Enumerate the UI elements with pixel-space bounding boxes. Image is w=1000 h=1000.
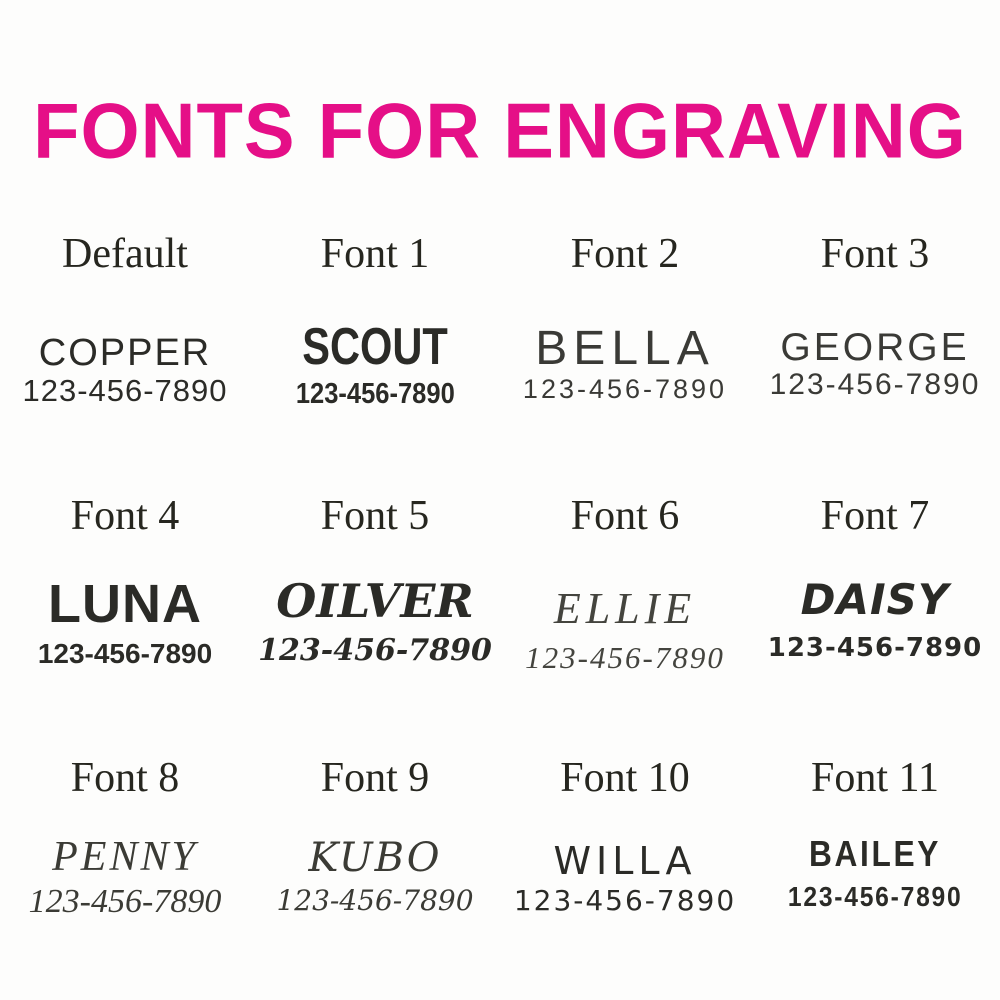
font-sample-name: ELLIE <box>553 584 697 633</box>
font-label: Font 1 <box>320 231 430 277</box>
font-cell-4 <box>0 467 250 729</box>
font-label: Default <box>62 231 188 277</box>
font-label: Font 11 <box>811 755 939 801</box>
font-sample-name: DAISY <box>800 575 950 624</box>
font-cell-8 <box>0 729 250 991</box>
font-sample-name: LUNA <box>48 574 202 634</box>
font-sample <box>514 841 736 916</box>
font-sample <box>525 585 725 674</box>
font-cell-7 <box>750 467 1000 729</box>
font-label: Font 2 <box>570 231 680 277</box>
font-grid <box>0 205 1000 991</box>
font-sample-phone: 123-456-7890 <box>513 884 737 918</box>
font-sample <box>258 574 492 668</box>
font-sample-phone: 123-456-7890 <box>767 633 983 664</box>
font-label: Font 6 <box>570 493 680 539</box>
font-cell-6 <box>500 467 750 729</box>
font-label: Font 7 <box>820 493 930 539</box>
font-cell-9 <box>250 729 500 991</box>
font-sample-phone: 123-456-7890 <box>787 880 963 912</box>
font-sample-name: SCOUT <box>302 318 448 376</box>
font-sample-name: KUBO <box>308 835 442 881</box>
font-label: Font 4 <box>70 493 180 539</box>
font-cell-5 <box>250 467 500 729</box>
font-sample-name: PENNY <box>52 834 198 880</box>
font-sample-name: BELLA <box>535 322 715 375</box>
font-sample-phone: 123-456-7890 <box>28 883 222 921</box>
font-sample <box>284 319 466 410</box>
font-cell-default <box>0 205 250 467</box>
font-sample-name: GEORGE <box>780 326 970 369</box>
font-sample-name: WILLA <box>553 839 697 883</box>
font-sample-phone: 123-456-7890 <box>258 632 492 668</box>
font-label: Font 9 <box>320 755 430 801</box>
font-label: Font 5 <box>320 493 430 539</box>
font-cell-11 <box>750 729 1000 991</box>
font-sample-phone: 123-456-7890 <box>525 639 725 675</box>
font-sample <box>38 575 212 670</box>
font-sample-phone: 123-456-7890 <box>276 884 474 918</box>
font-sample-name: BAILEY <box>808 833 941 874</box>
font-sample <box>776 835 974 912</box>
font-sample <box>22 333 227 408</box>
page-title: FONTS FOR ENGRAVING <box>33 88 967 175</box>
font-cell-3 <box>750 205 1000 467</box>
font-label: Font 10 <box>560 755 690 801</box>
font-sample <box>770 327 981 402</box>
font-sample-phone: 123-456-7890 <box>769 368 981 402</box>
font-sample-phone: 123-456-7890 <box>22 373 228 409</box>
font-label: Font 8 <box>70 755 180 801</box>
font-sample-phone: 123-456-7890 <box>295 378 455 411</box>
font-sample <box>276 837 473 916</box>
font-cell-2 <box>500 205 750 467</box>
font-sample-phone: 123-456-7890 <box>37 638 213 670</box>
font-sample-phone: 123-456-7890 <box>522 373 728 404</box>
font-cell-10 <box>500 729 750 991</box>
font-sample <box>768 577 983 662</box>
font-sample <box>29 835 222 921</box>
font-label: Font 3 <box>820 231 930 277</box>
font-cell-1 <box>250 205 500 467</box>
font-sample <box>523 323 727 404</box>
font-sample-name: OILVER <box>276 574 474 628</box>
font-sample-name: COPPER <box>38 332 212 374</box>
